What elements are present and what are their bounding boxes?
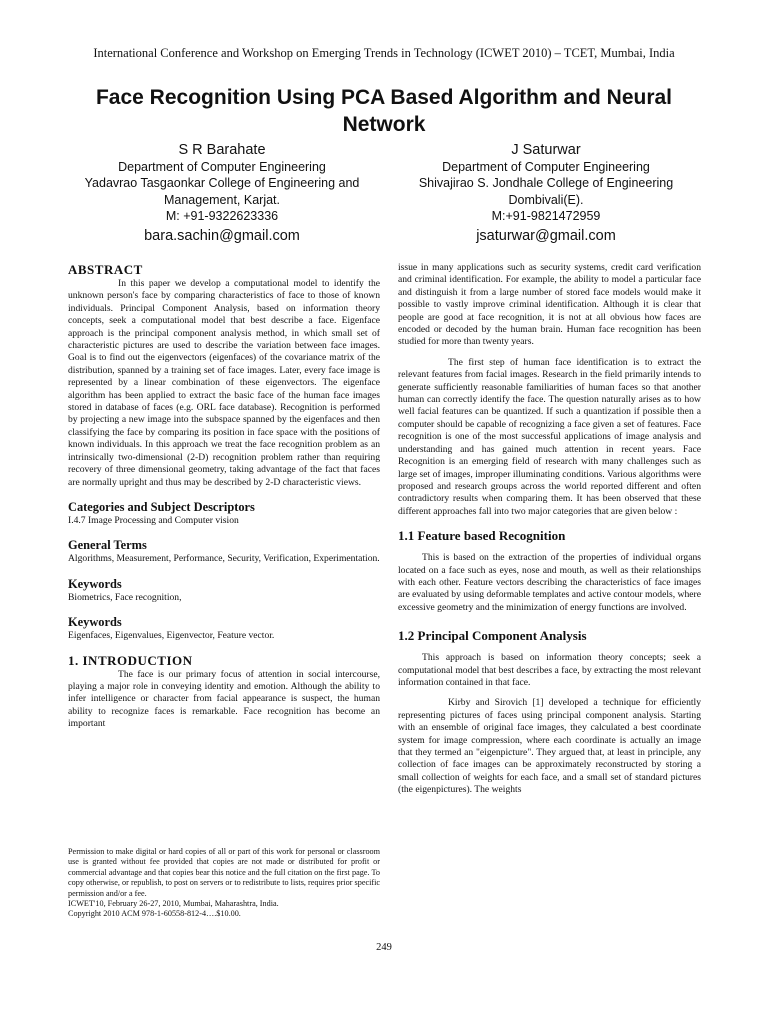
permission-notice (68, 847, 380, 920)
author-block-1 (62, 142, 382, 244)
general-terms-heading: General Terms (68, 538, 147, 553)
section-1-2-paragraph-2: Kirby and Sirovich [1] developed a technique for efficiently representing pictures of faces using principal component analysis. Starting with an ensemble of original face images, they calculated a best coordinate system for image compression, where each coordinate is actually an image that they termed an "eigenpicture". They argued that, at least in principle, any collection of face images can be approximately reconstructed by storing a small collection of weights for each face, and a small set of standard pictures (the eigenpictures). The weights (398, 697, 701, 796)
author-phone: M: +91-9322623336 (165, 209, 279, 223)
section-1-1-text: This is based on the extraction of the properties of individual organs located on a face such as eyes, nose and mouth, as well as their relationships with each other. Feature vectors describing the characteristics of face images are evaluated by using deformable templates and active contour models, where excessive geometry and the minimization of energy functions are involved. (398, 552, 701, 613)
author-name: J Saturwar (511, 142, 581, 158)
event-line: ICWET'10, February 26-27, 2010, Mumbai, Maharashtra, India. (68, 899, 279, 909)
title-line-2: Network (342, 113, 426, 136)
copyright-line: Copyright 2010 ACM 978-1-60558-812-4….$10.00. (68, 909, 241, 919)
author-email[interactable]: bara.sachin@gmail.com (144, 227, 300, 244)
author-name: S R Barahate (178, 142, 266, 158)
abstract-heading: ABSTRACT (68, 262, 143, 277)
right-column (398, 262, 701, 797)
general-terms-text: Algorithms, Measurement, Performance, Security, Verification, Experimentation. (68, 553, 380, 565)
abstract-text: In this paper we develop a computational model to identify the unknown person's face by comparing characteristics of face to those of known individuals. Principal Component Analysis, based on information theory concepts, seek a computational model that best describe a face. Eigenface approach is the principal component analysis method, in which small set of characteristic pictures are used to describe the variation between face images. Goal is to find out the eigenvectors (eigenfaces) of the covariance matrix of the distribution, spanned by a training set of face images. Later, every face image is represented by a linear combination of these eigenvectors. The eigenface algorithm has been applied to extract the basic face of the human face images stored in database of faces (e.g. ORL face database). Recognition is performed by projecting a new image into the subspace spanned by the eigenfaces and then classifying the face by comparing its position in face space with the positions of known individuals. In this approach we treat the face recognition problem as an intrinsically two-dimensional (2-D) recognition problem rather than requiring recovery of three dimensional geometry, taking advantage of the fact that faces are normally upright and thus may be described by 2-D characteristic views. (68, 278, 380, 488)
author-department: Department of Computer Engineering (442, 159, 650, 174)
section-1-2-paragraph-1: This approach is based on information theory concepts; seek a computational model that best describes a face, by extracting the most relevant information contained in that face. (398, 652, 701, 688)
introduction-heading: 1. INTRODUCTION (68, 652, 193, 668)
categories-text: I.4.7 Image Processing and Computer vision (68, 514, 239, 526)
author-block-2 (386, 142, 706, 244)
author-email[interactable]: jsaturwar@gmail.com (476, 227, 616, 244)
section-1-2-heading: 1.2 Principal Component Analysis (398, 628, 587, 644)
page-number: 249 (376, 942, 392, 953)
author-phone: M:+91-9821472959 (491, 209, 601, 223)
right-paragraph-2: The first step of human face identification is to extract the relevant features from facial images. Research in the field primarily intends to generate sufficiently reasonable familiarities of human faces so that another human can correctly identify the face. The question naturally arises as to how well facial features can be quantized. If such a quantization if possible then a computer should be capable of recognizing a face given a set of features. Face recognition is one of the most successful applications of image analysis and understanding and has gained much attention in recent years. Face Recognition is an emerging field of research with many challenges such as large set of images, improper illuminating conditions. Various algorithms were proposed and research groups across the world reported different and often contradictory results when comparing them. It has been observed that these different approaches fall into two major categories that are given below : (398, 356, 701, 517)
title-line-1: Face Recognition Using PCA Based Algorithm and Neural (95, 86, 673, 109)
keywords-heading: Keywords (68, 576, 122, 591)
categories-heading: Categories and Subject Descriptors (68, 499, 255, 514)
author-department: Department of Computer Engineering (118, 159, 326, 174)
right-paragraph-1: issue in many applications such as security systems, credit card verification and criminal identification. For example, the ability to model a particular face and distinguish it from a large number of stored face models would make it possible to vastly improve criminal identification. Although it is clear that people are good at face recognition, it is not at all obvious how faces are encoded or decoded by the human brain. Human face recognition has been studied for more than twenty years. (398, 262, 701, 348)
introduction-text: The face is our primary focus of attention in social intercourse, playing a major role in conveying identity and emotion. Although the ability to infer intelligence or character from facial appearance is suspect, the human ability to recognize faces is remarkable. Face recognition has become an important (68, 668, 380, 730)
section-1-1-heading: 1.1 Feature based Recognition (398, 528, 566, 544)
keywords-text-2: Eigenfaces, Eigenvalues, Eigenvector, Feature vector. (68, 630, 275, 642)
author-place: Management, Karjat. (163, 192, 281, 207)
author-college: Shivajirao S. Jondhale College of Engineering (418, 176, 674, 190)
keywords-text: Biometrics, Face recognition, (68, 591, 182, 603)
paper-title (40, 84, 728, 138)
author-place: Dombivali(E). (508, 192, 584, 207)
keywords-heading-2: Keywords (68, 615, 122, 630)
conference-header: International Conference and Workshop on Emerging Trends in Technology (ICWET 2010) – TCET, Mumbai, India (93, 46, 675, 60)
author-college: Yadavrao Tasgaonkar College of Engineering and (84, 176, 360, 190)
permission-text: Permission to make digital or hard copies of all or part of this work for personal or classroom use is granted without fee provided that copies are not made or distributed for profit or commercial advantage and that copies bear this notice and the full citation on the first page. To copy otherwise, or republish, to post on servers or to redistribute to lists, requires prior specific permission and/or a fee. (68, 847, 380, 898)
left-column (68, 262, 380, 731)
